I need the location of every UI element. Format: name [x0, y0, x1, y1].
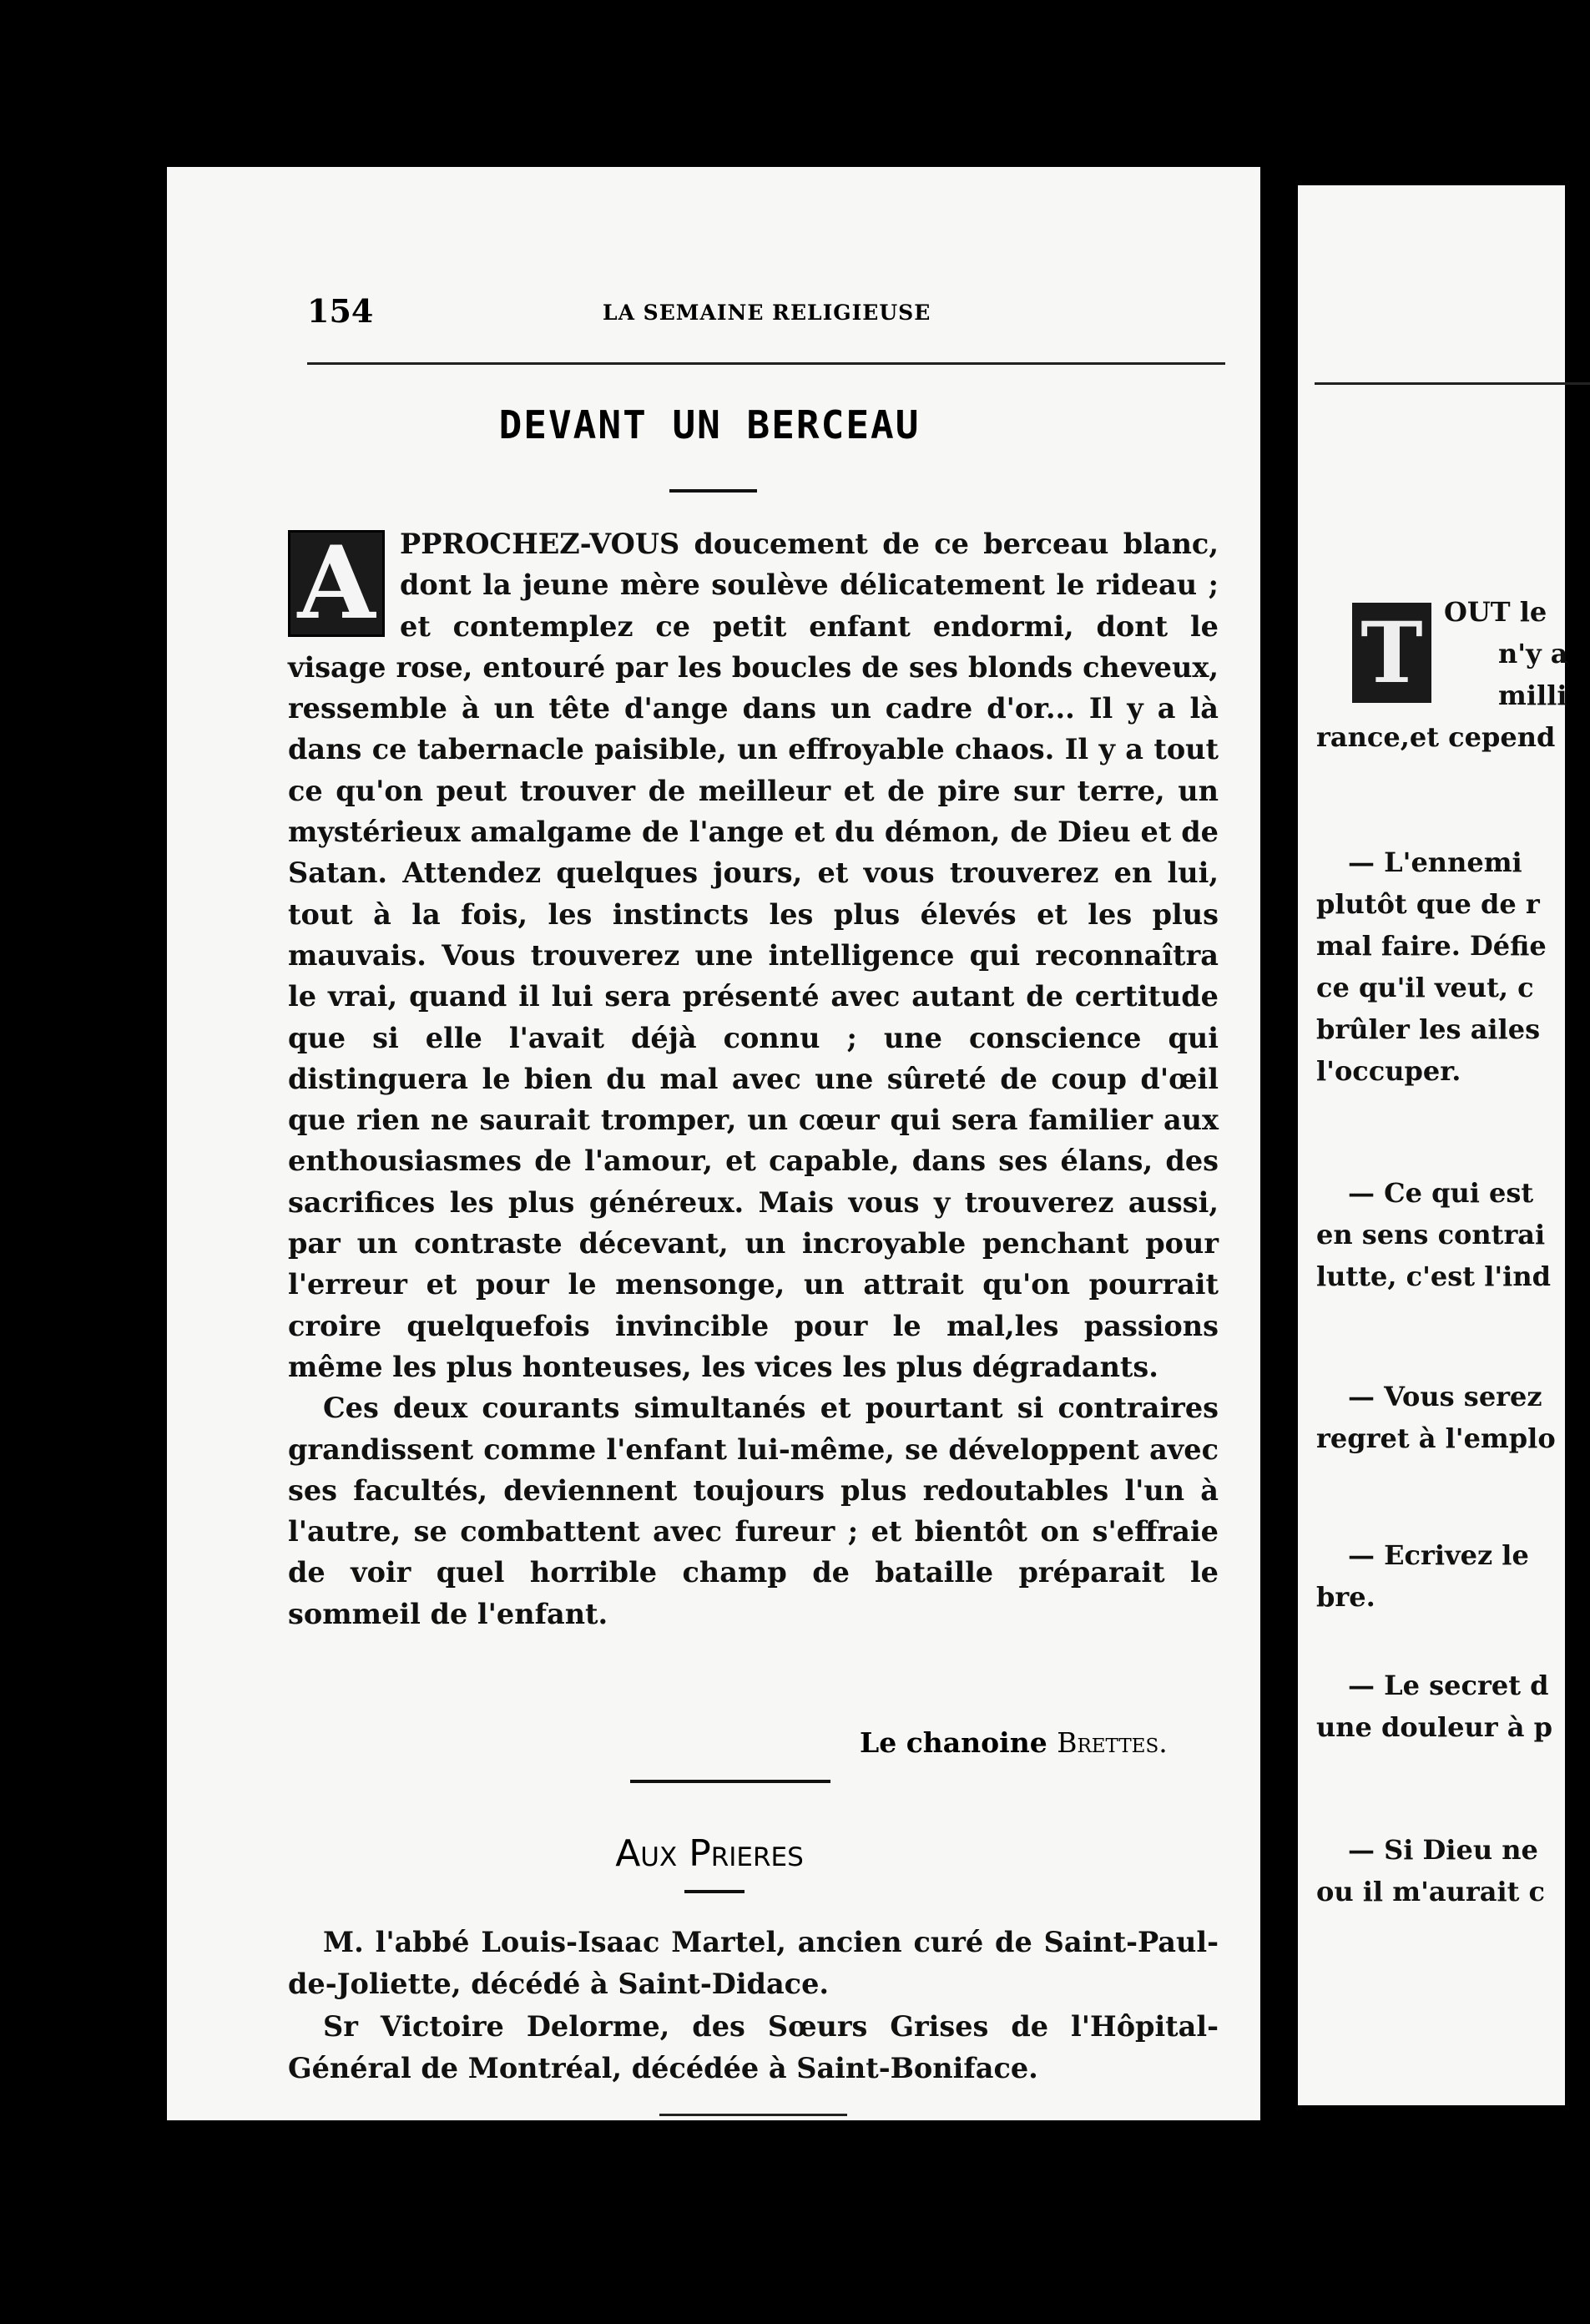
section-separator — [630, 1780, 830, 1783]
subtitle-separator — [684, 1890, 745, 1893]
signature-prefix: Le chanoine — [860, 1726, 1057, 1759]
bottom-rule — [659, 2114, 847, 2116]
left-page — [167, 167, 1260, 2120]
title-separator — [669, 489, 757, 493]
right-line: plutôt que de r — [1316, 888, 1540, 920]
obituary-list — [288, 1922, 1219, 2090]
right-line: regret à l'emplo — [1316, 1422, 1556, 1454]
right-line: — Vous serez — [1348, 1381, 1542, 1412]
right-line: ou il m'aurait c — [1316, 1876, 1546, 1907]
right-line: brûler les ailes — [1316, 1013, 1541, 1045]
signature — [860, 1726, 1168, 1759]
body-paragraph-1: PPROCHEZ-VOUS doucement de ce berceau blanc, dont la jeune mère soulève délicatement le rideau ; et contemplez ce petit enfant endormi, dont le visage rose, entouré par les boucles de ses blonds cheveux, ressemble à un tête d'ange dans un cadre d'or... Il y a là dans ce tabernacle paisible, un effroyable chaos. Il y a tout ce qu'on peut trouver de meilleur et de pire sur terre, un mystérieux amalgame de l'ange et du démon, de Dieu et de Satan. Attendez quelques jours, et vous trouverez en lui, tout à la fois, les instincts les plus élevés et les plus mauvais. Vous trouverez une intelligence qui reconnaîtra le vrai, quand il lui sera présenté avec autant de certitude que si elle l'avait déjà connu ; une conscience qui distinguera le bien du mal avec une sûreté de coup d'œil que rien ne saurait tromper, un cœur qui sera familier aux enthousiasmes de l'amour, et capable, dans ses élans, des sacrifices les plus généreux. Mais vous y trouverez aussi, par un contraste décevant, un incroyable penchant pour l'erreur et pour le mensonge, un attrait qu'on pourrait croire quelquefois invincible pour le mal,les passions même les plus honteuses, les vices les plus dégradants. — [288, 528, 1219, 1383]
right-line: milli — [1498, 680, 1567, 711]
right-page — [1298, 185, 1568, 2105]
right-line: — Si Dieu ne — [1348, 1834, 1538, 1866]
right-line: ce qu'il veut, c — [1316, 972, 1534, 1003]
right-line: l'occuper. — [1316, 1055, 1461, 1087]
obituary-item: M. l'abbé Louis-Isaac Martel, ancien curé de Saint-Paul-de-Joliette, décédé à Saint-Didace. — [288, 1926, 1219, 2000]
right-line: lutte, c'est l'ind — [1316, 1261, 1551, 1292]
right-line: bre. — [1316, 1581, 1375, 1613]
right-line: mal faire. Défie — [1316, 930, 1547, 962]
right-line: — Ecrivez le — [1348, 1539, 1529, 1571]
right-line: — Ce qui est — [1348, 1177, 1534, 1209]
right-line: — L'ennemi — [1348, 846, 1522, 878]
right-line: — Le secret d — [1348, 1670, 1549, 1701]
right-drop-cap: T — [1352, 603, 1431, 703]
right-line: OUT le — [1444, 596, 1547, 628]
header-rule — [307, 362, 1225, 365]
article-body — [288, 523, 1219, 1634]
signature-name: Brettes. — [1057, 1726, 1168, 1759]
right-line: n'y a — [1498, 638, 1568, 669]
right-line: rance,et cepend — [1316, 721, 1556, 753]
right-line: une douleur à p — [1316, 1711, 1553, 1743]
right-header-rule — [1315, 382, 1590, 385]
section-title: Aux Prieres — [615, 1832, 804, 1875]
obituary-item: Sr Victoire Delorme, des Sœurs Grises de l'Hôpital-Général de Montréal, décédée à Saint-Boniface. — [288, 2010, 1219, 2084]
body-paragraph-2: Ces deux courants simultanés et pourtant si contraires grandissent comme l'enfant lui-même, se développent avec ses facultés, deviennent toujours plus redoutables l'un à l'autre, se combattent avec fureur ; et bientôt on s'effraie de voir quel horrible champ de bataille préparait le sommeil de l'enfant. — [288, 1392, 1219, 1630]
running-head: LA SEMAINE RELIGIEUSE — [603, 301, 931, 325]
drop-cap: A — [288, 530, 385, 637]
right-line: en sens contrai — [1316, 1219, 1546, 1250]
page-number: 154 — [307, 292, 374, 330]
article-title: DEVANT UN BERCEAU — [498, 402, 921, 447]
